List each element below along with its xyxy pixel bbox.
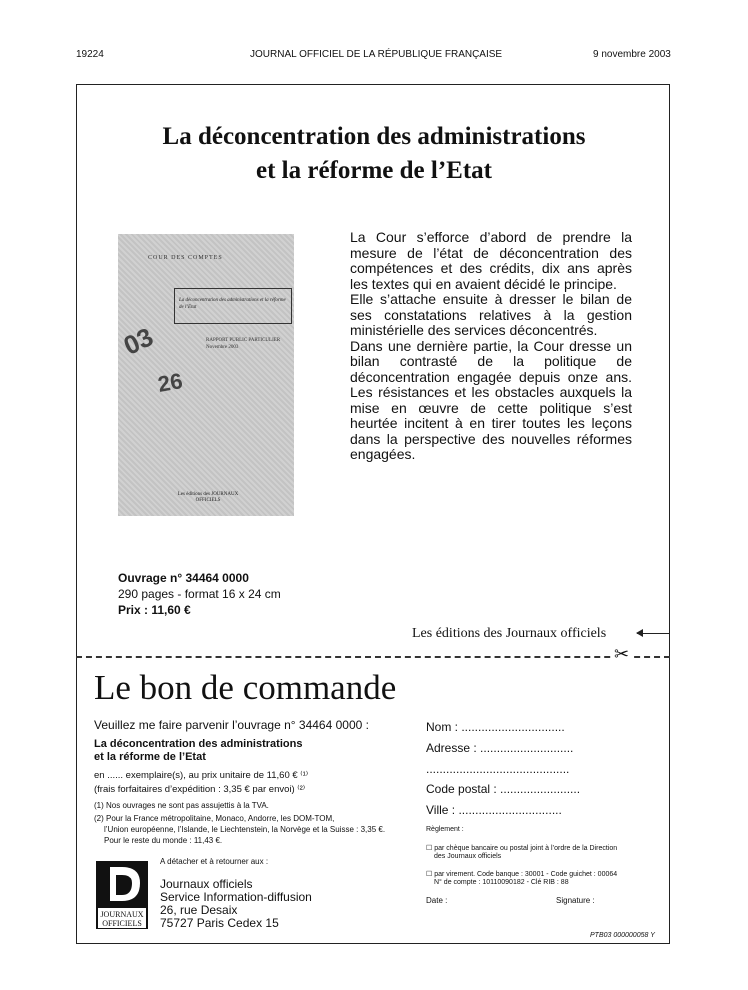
order-note-2-line3: Pour le reste du monde : 11,43 €. <box>104 836 223 845</box>
order-shipping-line: (frais forfaitaires d’expédition : 3,35 € par envoi) ⁽²⁾ <box>94 784 306 795</box>
address-line: 26, rue Desaix <box>160 903 238 917</box>
payment-virement-label-1: par virement. Code banque : 30001 - Code guichet : 00064 <box>434 871 618 878</box>
svg-text:JOURNAUX: JOURNAUX <box>100 910 144 919</box>
journaux-officiels-logo <box>96 861 148 929</box>
checkbox-icon[interactable]: ☐ <box>426 871 433 878</box>
advert-description <box>350 230 632 463</box>
cover-title: La déconcentration des administrations et la réforme de l’Etat <box>179 298 286 310</box>
address-line: Service Information-diffusion <box>160 890 312 904</box>
order-note-2-line2: l’Union européenne, l’Islande, le Liechtenstein, la Norvège et la Suisse : 3,35 €. <box>104 825 386 834</box>
payment-cheque-label-2: des Journaux officiels <box>434 853 502 860</box>
order-form-title: Le bon de commande <box>94 668 397 707</box>
cover-imprint: Les éditions des JOURNAUX OFFICIELS <box>177 492 239 503</box>
description-paragraph: Elle s’attache ensuite à dresser le bilan de ses constatations relatives à la gestion ministérielle des services déconcentrés. <box>350 291 632 338</box>
cover-publisher: COUR DES COMPTES <box>148 255 223 261</box>
book-reference <box>118 570 281 618</box>
arrow-left-icon <box>637 633 669 634</box>
svg-text:OFFICIELS: OFFICIELS <box>102 919 142 928</box>
scissors-icon: ✂ <box>614 644 630 664</box>
return-label: A détacher et à retourner aux : <box>160 857 269 866</box>
code-postal-field[interactable]: Code postal : ........................ <box>426 782 581 796</box>
footer-code: PTB03 000000058 Y <box>590 932 655 939</box>
cover-report-info <box>206 337 280 351</box>
book-ref-number: Ouvrage n° 34464 0000 <box>118 571 249 585</box>
adresse-field[interactable]: Adresse : ............................ <box>426 741 574 755</box>
return-address <box>160 878 312 930</box>
cover-report-date: Novembre 2003 <box>206 345 239 350</box>
ville-field[interactable]: Ville : ............................... <box>426 803 562 817</box>
adresse-field-line2[interactable]: ........................................... <box>426 762 570 776</box>
cover-report-type: RAPPORT PUBLIC PARTICULIER <box>206 338 281 343</box>
editions-label: Les éditions des Journaux officiels <box>412 626 607 641</box>
order-book-title-line1: La déconcentration des administrations <box>94 738 303 750</box>
payment-cheque-label-1: par chèque bancaire ou postal joint à l’ordre de la Direction <box>434 845 618 852</box>
journal-title: JOURNAL OFFICIEL DE LA RÉPUBLIQUE FRANÇAISE <box>250 49 503 60</box>
nom-field[interactable]: Nom : ............................... <box>426 720 565 734</box>
advert-title-line1: La déconcentration des administrations <box>162 123 586 150</box>
cut-line <box>76 656 670 658</box>
description-paragraph: La Cour s’efforce d’abord de prendre la mesure de l’état de déconcentration des compétences et des crédits, dix ans après les textes qui en avaient décidé le principe. <box>350 229 632 292</box>
order-quantity-line: en ...... exemplaire(s), au prix unitaire de 11,60 € ⁽¹⁾ <box>94 770 309 781</box>
cover-title-box <box>174 288 292 324</box>
date-field[interactable]: Date : <box>426 896 448 905</box>
description-paragraph: Dans une dernière partie, la Cour dresse un bilan contrasté de la politique de déconcentration engagée depuis onze ans. Les résistances et les obstacles auxquels la mise en œuvre de cette politique s’est heurtée incitent à en tirer toutes les leçons dans la perspective des nouvelles réformes engagées. <box>350 337 632 462</box>
order-book-title-line2: et la réforme de l’Etat <box>94 751 206 763</box>
publication-date: 9 novembre 2003 <box>593 49 671 60</box>
reglement-label: Règlement : <box>426 826 464 833</box>
payment-cheque-option[interactable] <box>426 844 617 852</box>
payment-virement-label-2: N° de compte : 10110090182 - Clé RIB : 88 <box>434 879 569 886</box>
checkbox-icon[interactable]: ☐ <box>426 845 433 852</box>
book-price: Prix : 11,60 € <box>118 603 191 617</box>
book-cover-image <box>118 234 294 516</box>
cover-handwriting-1: 03 <box>118 321 158 361</box>
address-line: 75727 Paris Cedex 15 <box>160 916 279 930</box>
address-line: Journaux officiels <box>160 877 253 891</box>
cover-handwriting-2: 26 <box>155 368 185 397</box>
order-note-2-line1: (2) Pour la France métropolitaine, Monaco, Andorre, les DOM-TOM, <box>94 814 335 823</box>
book-format: 290 pages - format 16 x 24 cm <box>118 587 281 601</box>
signature-field[interactable]: Signature : <box>556 896 595 905</box>
payment-virement-option[interactable] <box>426 870 617 878</box>
page-number: 19224 <box>76 49 104 60</box>
order-intro: Veuillez me faire parvenir l’ouvrage n° 34464 0000 : <box>94 718 369 732</box>
advert-title-line2: et la réforme de l’Etat <box>256 157 492 184</box>
order-note-1: (1) Nos ouvrages ne sont pas assujettis à la TVA. <box>94 801 269 810</box>
